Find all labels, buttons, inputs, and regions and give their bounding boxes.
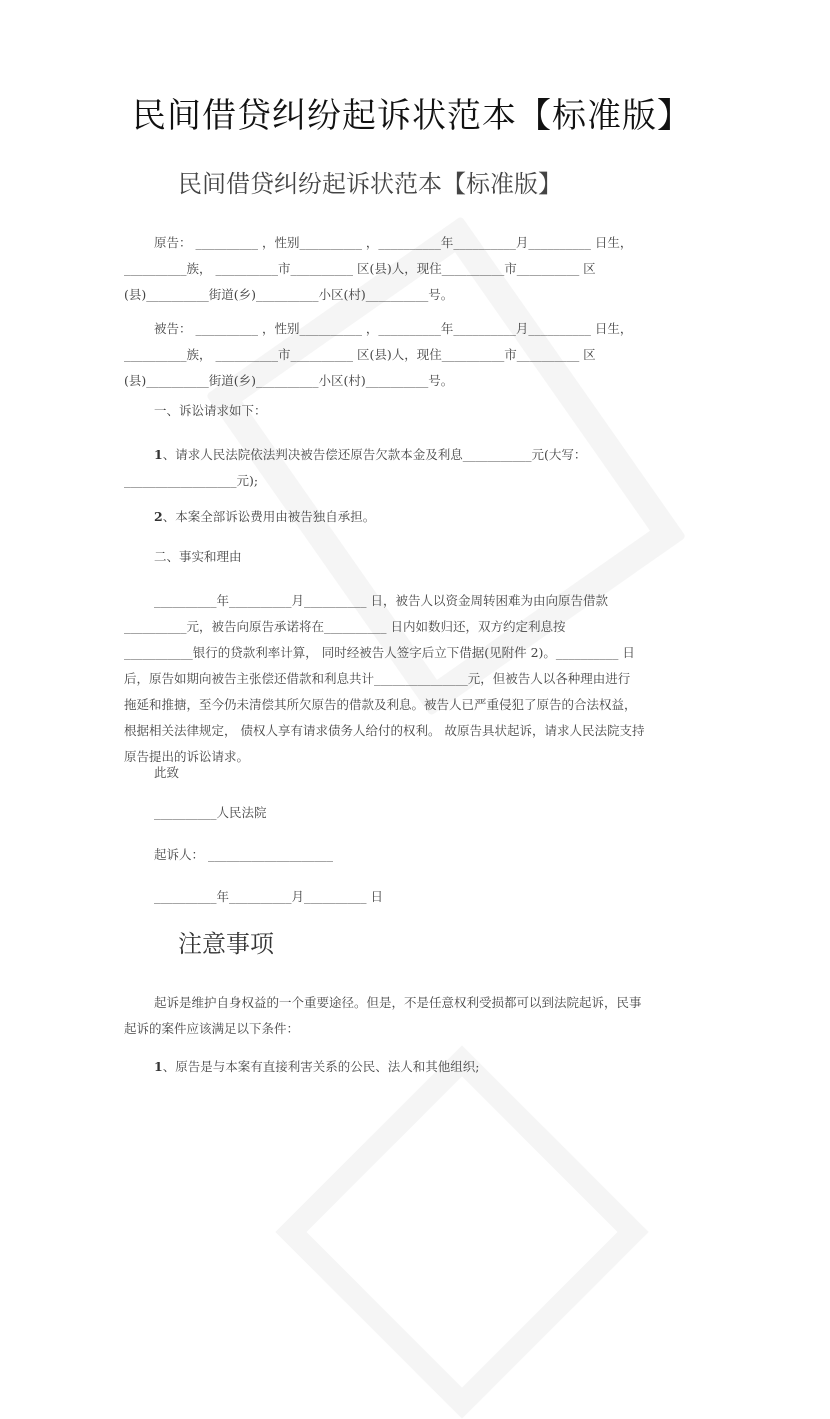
notes-item-1-number: 1 [154, 1059, 163, 1074]
document-subtitle: 民间借贷纠纷起诉状范本【标准版】 [178, 170, 562, 198]
claim-item-1-line-2: __________________元); [124, 473, 259, 488]
claims-heading: 一、诉讼请求如下： [154, 403, 267, 418]
facts-line: 根据相关法律规定， 债权人享有请求债务人给付的权利。 故原告具状起诉，请求人民法院支持 [124, 723, 645, 738]
claim-item-2-text: 、本案全部诉讼费用由被告独自承担。 [162, 509, 376, 524]
claim-item-2-number: 2 [154, 509, 163, 524]
facts-line: 后，原告如期向被告主张偿还借款和利息共计_______________元，但被告人以各种理由进行 [124, 671, 631, 686]
plaintiff-info [124, 230, 704, 308]
watermark-logo-bottom [275, 1045, 648, 1418]
document-title: 民间借贷纠纷起诉状范本【标准版】 [132, 96, 692, 136]
facts-line: 拖延和推搪，至今仍未清偿其所欠原告的借款及利息。被告人已严重侵犯了原告的合法权益， [124, 697, 637, 712]
plaintiff-line-2: __________族， __________市__________ 区(县)人，现住__________市__________ 区 [124, 261, 596, 276]
notes-item-1 [124, 1054, 704, 1080]
notes-intro [124, 990, 704, 1042]
facts-line: 原告提出的诉讼请求。 [124, 749, 250, 764]
defendant-line-2: __________族， __________市__________ 区(县)人，现住__________市__________ 区 [124, 347, 596, 362]
facts-line: __________年__________月__________ 日，被告人以资金周转困难为由向原告借款 [154, 593, 608, 608]
closing-signature: 起诉人： ____________________ [154, 847, 333, 862]
notes-title: 注意事项 [178, 930, 274, 958]
defendant-line-1: 被告： __________ ，性别__________ ，__________年__________月__________ 日生， [154, 321, 633, 336]
notes-intro-line-2: 起诉的案件应该满足以下条件： [124, 1021, 300, 1036]
closing-court-block [124, 800, 704, 826]
defendant-info [124, 316, 704, 394]
facts-heading: 二、事实和理由 [154, 549, 242, 564]
closing-salutation-block [124, 760, 704, 786]
facts-heading-block [124, 544, 704, 570]
claim-item-1 [124, 442, 704, 494]
claim-item-1-number: 1 [154, 447, 163, 462]
plaintiff-line-1: 原告： __________ ，性别__________ ，__________年__________月__________ 日生， [154, 235, 633, 250]
facts-body [124, 588, 704, 770]
plaintiff-line-3: (县)__________街道(乡)__________小区(村)__________号。 [124, 287, 454, 302]
notes-intro-line-1: 起诉是维护自身权益的一个重要途径。但是，不是任意权利受损都可以到法院起诉，民事 [154, 995, 642, 1010]
closing-court: __________人民法院 [154, 805, 267, 820]
closing-date-block [124, 884, 704, 910]
facts-line: __________元，被告向原告承诺将在__________ 日内如数归还，双方约定利息按 [124, 619, 566, 634]
facts-line: ___________银行的贷款利率计算， 同时经被告人签字后立下借据(见附件 2)。__________ 日 [124, 645, 635, 660]
notes-item-1-text: 、原告是与本案有直接利害关系的公民、法人和其他组织; [162, 1059, 480, 1074]
closing-date: __________年__________月__________ 日 [154, 889, 383, 904]
defendant-line-3: (县)__________街道(乡)__________小区(村)__________号。 [124, 373, 454, 388]
claims-heading-block [124, 398, 704, 424]
claim-item-2 [124, 504, 704, 530]
closing-salutation: 此致 [154, 765, 180, 780]
claim-item-1-text: 、请求人民法院依法判决被告偿还原告欠款本金及利息___________元(大写： [162, 447, 587, 462]
closing-signature-block [124, 842, 704, 868]
